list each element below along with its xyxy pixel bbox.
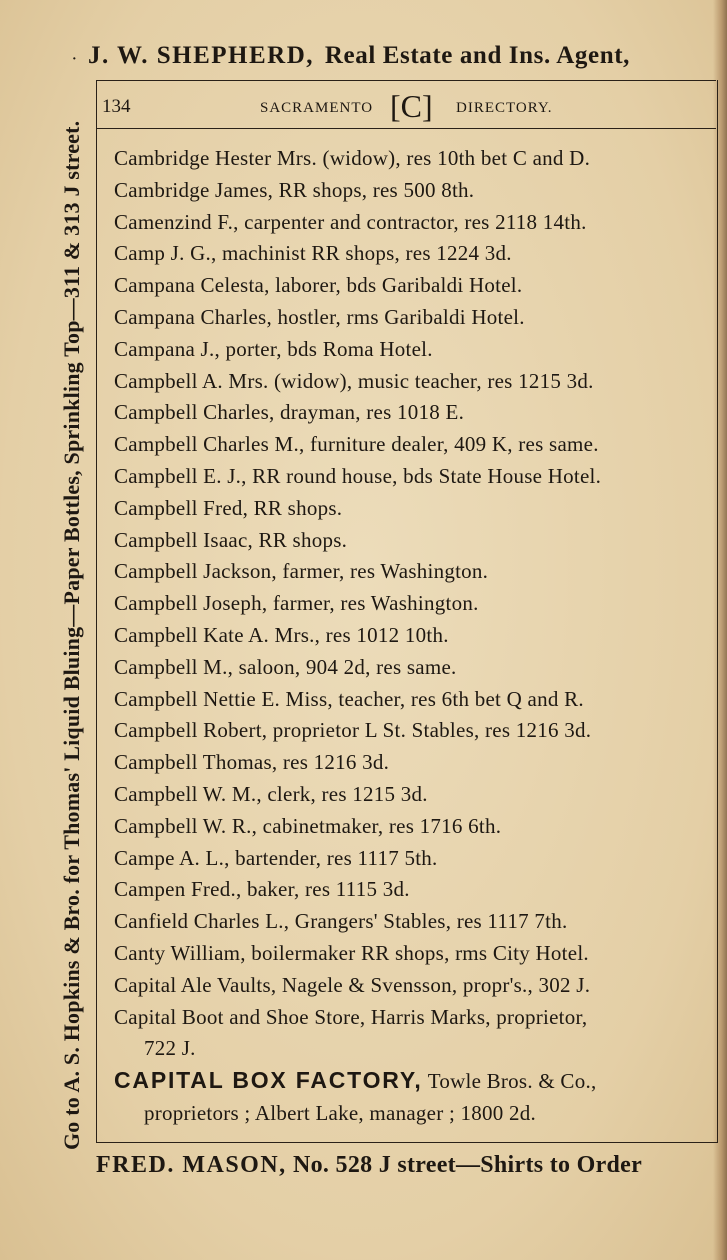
directory-entry — [114, 175, 714, 207]
bottom-ad-text: No. 528 J street—Shirts to Order — [292, 1152, 643, 1178]
directory-entries — [114, 143, 714, 1130]
entry-text: Capital Boot and Shoe Store, Harris Marks, proprietor, — [114, 1004, 588, 1029]
entry-text: Campana Charles, hostler, rms Garibaldi Hotel. — [114, 304, 525, 329]
entry-text: Campbell E. J., RR round house, bds State House Hotel. — [114, 463, 602, 488]
directory-entry — [114, 843, 714, 875]
entry-text: proprietors ; Albert Lake, manager ; 1800 2d. — [144, 1100, 537, 1125]
top-advertisement — [88, 42, 727, 70]
directory-entry — [114, 493, 714, 525]
directory-entry — [114, 779, 714, 811]
entry-text: Canty William, boilermaker RR shops, rms City Hotel. — [114, 940, 589, 965]
entry-text: Campen Fred., baker, res 1115 3d. — [114, 877, 410, 902]
directory-entry — [114, 715, 714, 747]
entry-text: Canfield Charles L., Grangers' Stables, res 1117 7th. — [114, 909, 568, 934]
entry-text: Campbell Charles, drayman, res 1018 E. — [114, 400, 465, 425]
entry-text: 722 J. — [144, 1036, 196, 1061]
directory-entry — [114, 811, 714, 843]
section-letter: [C] — [390, 88, 433, 124]
directory-entry — [114, 684, 714, 716]
directory-entry — [114, 938, 714, 970]
directory-entry — [114, 652, 714, 684]
directory-entry — [114, 747, 714, 779]
directory-entry-continuation — [114, 1033, 714, 1065]
entry-text: Campbell Charles M., furniture dealer, 409 K, res same. — [114, 432, 599, 457]
top-ad-text: Real Estate and Ins. Agent, — [324, 42, 631, 69]
side-advertisement: Go to A. S. Hopkins & Bro. for Thomas' Liquid Bluing—Paper Bottles, Sprinkling Top—311 & 313 J street. — [59, 120, 84, 1150]
entry-text: Camenzind F., carpenter and contractor, res 2118 14th. — [114, 209, 587, 234]
entry-text: Campbell Kate A. Mrs., res 1012 10th. — [114, 622, 449, 647]
entry-text: Cambridge James, RR shops, res 500 8th. — [114, 177, 475, 202]
directory-entry — [114, 302, 714, 334]
entry-text: Campbell Nettie E. Miss, teacher, res 6th bet Q and R. — [114, 686, 584, 711]
entry-text: Campbell A. Mrs. (widow), music teacher, res 1215 3d. — [114, 368, 594, 393]
top-ad-name: J. W. SHEPHERD, — [88, 42, 315, 69]
directory-entry — [114, 970, 714, 1002]
directory-entry — [114, 429, 714, 461]
entry-bold-name: CAPITAL BOX FACTORY, — [114, 1067, 423, 1094]
directory-entry — [114, 143, 714, 175]
directory-entry — [114, 1002, 714, 1034]
entry-text: Cambridge Hester Mrs. (widow), res 10th bet C and D. — [114, 146, 591, 170]
directory-entry — [114, 207, 714, 239]
running-head-city: SACRAMENTO — [260, 100, 374, 116]
directory-entry — [114, 588, 714, 620]
entry-text: Towle Bros. & Co., — [422, 1069, 597, 1094]
running-head-directory: DIRECTORY. — [456, 100, 553, 116]
entry-text: Campbell Robert, proprietor L St. Stables, res 1216 3d. — [114, 718, 592, 743]
entry-text: Camp J. G., machinist RR shops, res 1224 3d. — [114, 241, 512, 266]
directory-entry-continuation — [114, 1098, 714, 1130]
page-number: 134 — [102, 96, 131, 117]
directory-entry — [114, 1065, 714, 1098]
directory-entry — [114, 366, 714, 398]
bottom-advertisement — [96, 1152, 726, 1179]
entry-text: Campbell W. R., cabinetmaker, res 1716 6th. — [114, 813, 502, 838]
entry-text: Capital Ale Vaults, Nagele & Svensson, propr's., 302 J. — [114, 972, 591, 997]
directory-entry — [114, 397, 714, 429]
top-dot-mark: · — [72, 52, 77, 67]
directory-entry — [114, 461, 714, 493]
entry-text: Campana Celesta, laborer, bds Garibaldi Hotel. — [114, 273, 523, 298]
directory-entry — [114, 620, 714, 652]
entry-text: Campbell Isaac, RR shops. — [114, 527, 348, 552]
entry-text: Campana J., porter, bds Roma Hotel. — [114, 336, 433, 361]
header-rule — [96, 128, 716, 129]
entry-text: Campbell M., saloon, 904 2d, res same. — [114, 654, 457, 679]
directory-entry — [114, 906, 714, 938]
entry-text: Campbell Fred, RR shops. — [114, 495, 343, 520]
bottom-ad-name: FRED. MASON, — [96, 1152, 287, 1178]
entry-text: Campbell Thomas, res 1216 3d. — [114, 750, 390, 775]
directory-entry — [114, 525, 714, 557]
directory-entry — [114, 238, 714, 270]
entry-text: Campe A. L., bartender, res 1117 5th. — [114, 845, 438, 870]
directory-entry — [114, 334, 714, 366]
directory-entry — [114, 556, 714, 588]
entry-text: Campbell W. M., clerk, res 1215 3d. — [114, 781, 428, 806]
directory-entry — [114, 270, 714, 302]
directory-entry — [114, 874, 714, 906]
entry-text: Campbell Joseph, farmer, res Washington. — [114, 591, 479, 616]
entry-text: Campbell Jackson, farmer, res Washington. — [114, 559, 489, 584]
